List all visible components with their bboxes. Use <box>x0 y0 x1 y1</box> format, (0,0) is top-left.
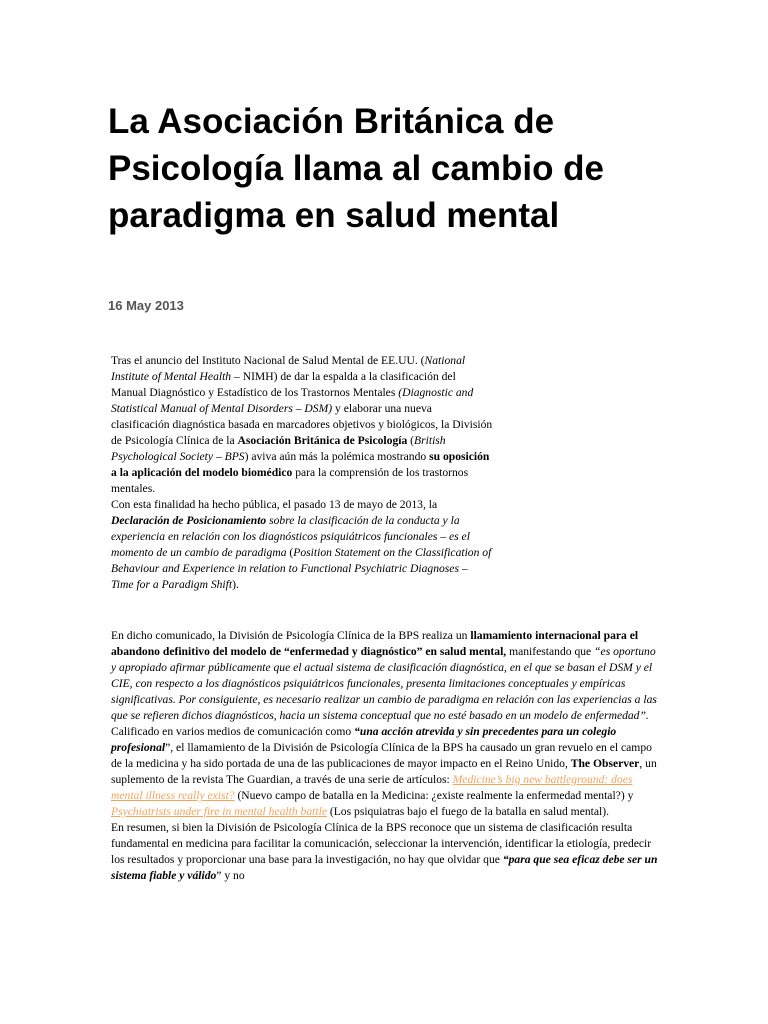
link-psychiatrists-under-fire[interactable]: Psychiatrists under fire in mental health battle <box>111 805 327 818</box>
text-span: y elaborar una nueva clasificación diagnóstica basada en marcadores objetivos y biológicos, la División de Psicología Clínica de la <box>111 402 493 447</box>
text-span: British Psychological Society – BPS <box>111 434 446 463</box>
text-span: Tras el anuncio del Instituto Nacional de Salud Mental de EE.UU. ( <box>111 354 425 367</box>
text-span: para la comprensión de los trastornos mentales. <box>111 466 469 495</box>
link-medicine-battleground[interactable]: Medicine’s big new battleground: does mental illness really exist? <box>111 773 633 802</box>
text-span: National Institute of Mental Health <box>111 354 466 383</box>
text-span: The Observer <box>570 757 640 770</box>
text-span: Con esta finalidad ha hecho pública, el pasado 13 de mayo de 2013, la <box>111 498 438 511</box>
text-span: Calificado en varios medios de comunicación como <box>111 725 355 738</box>
text-span: , un suplemento de la revista The Guardian, a través de una serie de artículos: <box>111 757 657 786</box>
paragraph-body <box>111 628 659 884</box>
text-span: ( <box>407 434 415 447</box>
text-span: “una acción atrevida y sin precedentes para un colegio profesional <box>111 725 617 754</box>
text-span: (Diagnostic and Statistical Manual of Mental Disorders – DSM) <box>111 386 474 415</box>
text-span: (Nuevo campo de batalla en la Medicina: ¿existe realmente la enfermedad mental?) y <box>234 789 634 802</box>
text-span: Asociación Británica de Psicología <box>237 434 408 447</box>
text-span: llamamiento internacional para el abandono definitivo del modelo de “enfermedad y diagnóstico” en salud mental, <box>111 629 639 658</box>
text-span: (Los psiquiatras bajo el fuego de la batalla en salud mental). <box>326 805 609 818</box>
article-title: La Asociación Británica de Psicología llama al cambio de paradigma en salud mental <box>108 102 605 235</box>
text-span: En dicho comunicado, la División de Psicología Clínica de la BPS realiza un <box>111 629 471 642</box>
text-span: ) aviva aún más la polémica mostrando <box>244 450 430 463</box>
text-span: ”, el llamamiento de la División de Psicología Clínica de la BPS ha causado un gran revuelo en el campo de la medicina y ha sido portada de una de las publicaciones de mayor impacto en el Reino Unido, <box>111 741 652 770</box>
text-span: ” y no <box>216 869 245 882</box>
paragraph-intro <box>111 353 493 593</box>
article-date: 16 May 2013 <box>108 298 184 313</box>
text-span: ). <box>232 578 239 591</box>
text-span: “para que sea eficaz debe ser un sistema fiable y válido <box>111 853 658 882</box>
text-span: – NIMH) de dar la espalda a la clasificación del Manual Diagnóstico y Estadístico de los Trastornos Mentales <box>111 370 456 399</box>
text-span: ( <box>286 546 294 559</box>
text-span: “es oportuno y apropiado afirmar públicamente que el actual sistema de clasificación diagnóstica, en el que se basan el DSM y el CIE, con respecto a los diagnósticos psiquiátricos funcionales, presenta limitaciones conceptuales y empíricas significativas. Por consiguiente, es necesario realizar un cambio de paradigma en relación con las experiencias a las que se refieren dichos diagnósticos, hacia un sistema conceptual que no esté basado en un modelo de enfermedad”. <box>111 645 657 722</box>
text-span: sobre la clasificación de la conducta y la experiencia en relación con los diagnósticos psiquiátricos funcionales – es el momento de un cambio de paradigma <box>111 514 470 559</box>
text-span: Declaración de Posicionamiento <box>111 514 267 527</box>
text-span: En resumen, si bien la División de Psicología Clínica de la BPS reconoce que un sistema de clasificación resulta fundamental en medicina para facilitar la comunicación, seleccionar la intervención, identificar la etiología, predecir los resultados y proporcionar una base para la investigación, no hay que olvidar que <box>111 821 652 866</box>
text-span: Position Statement on the Classification of Behaviour and Experience in relation to Functional Psychiatric Diagnoses – Time for a Paradigm Shift <box>111 546 492 591</box>
text-span: su oposición a la aplicación del modelo biomédico <box>111 450 490 479</box>
text-span: manifestando que <box>506 645 595 658</box>
